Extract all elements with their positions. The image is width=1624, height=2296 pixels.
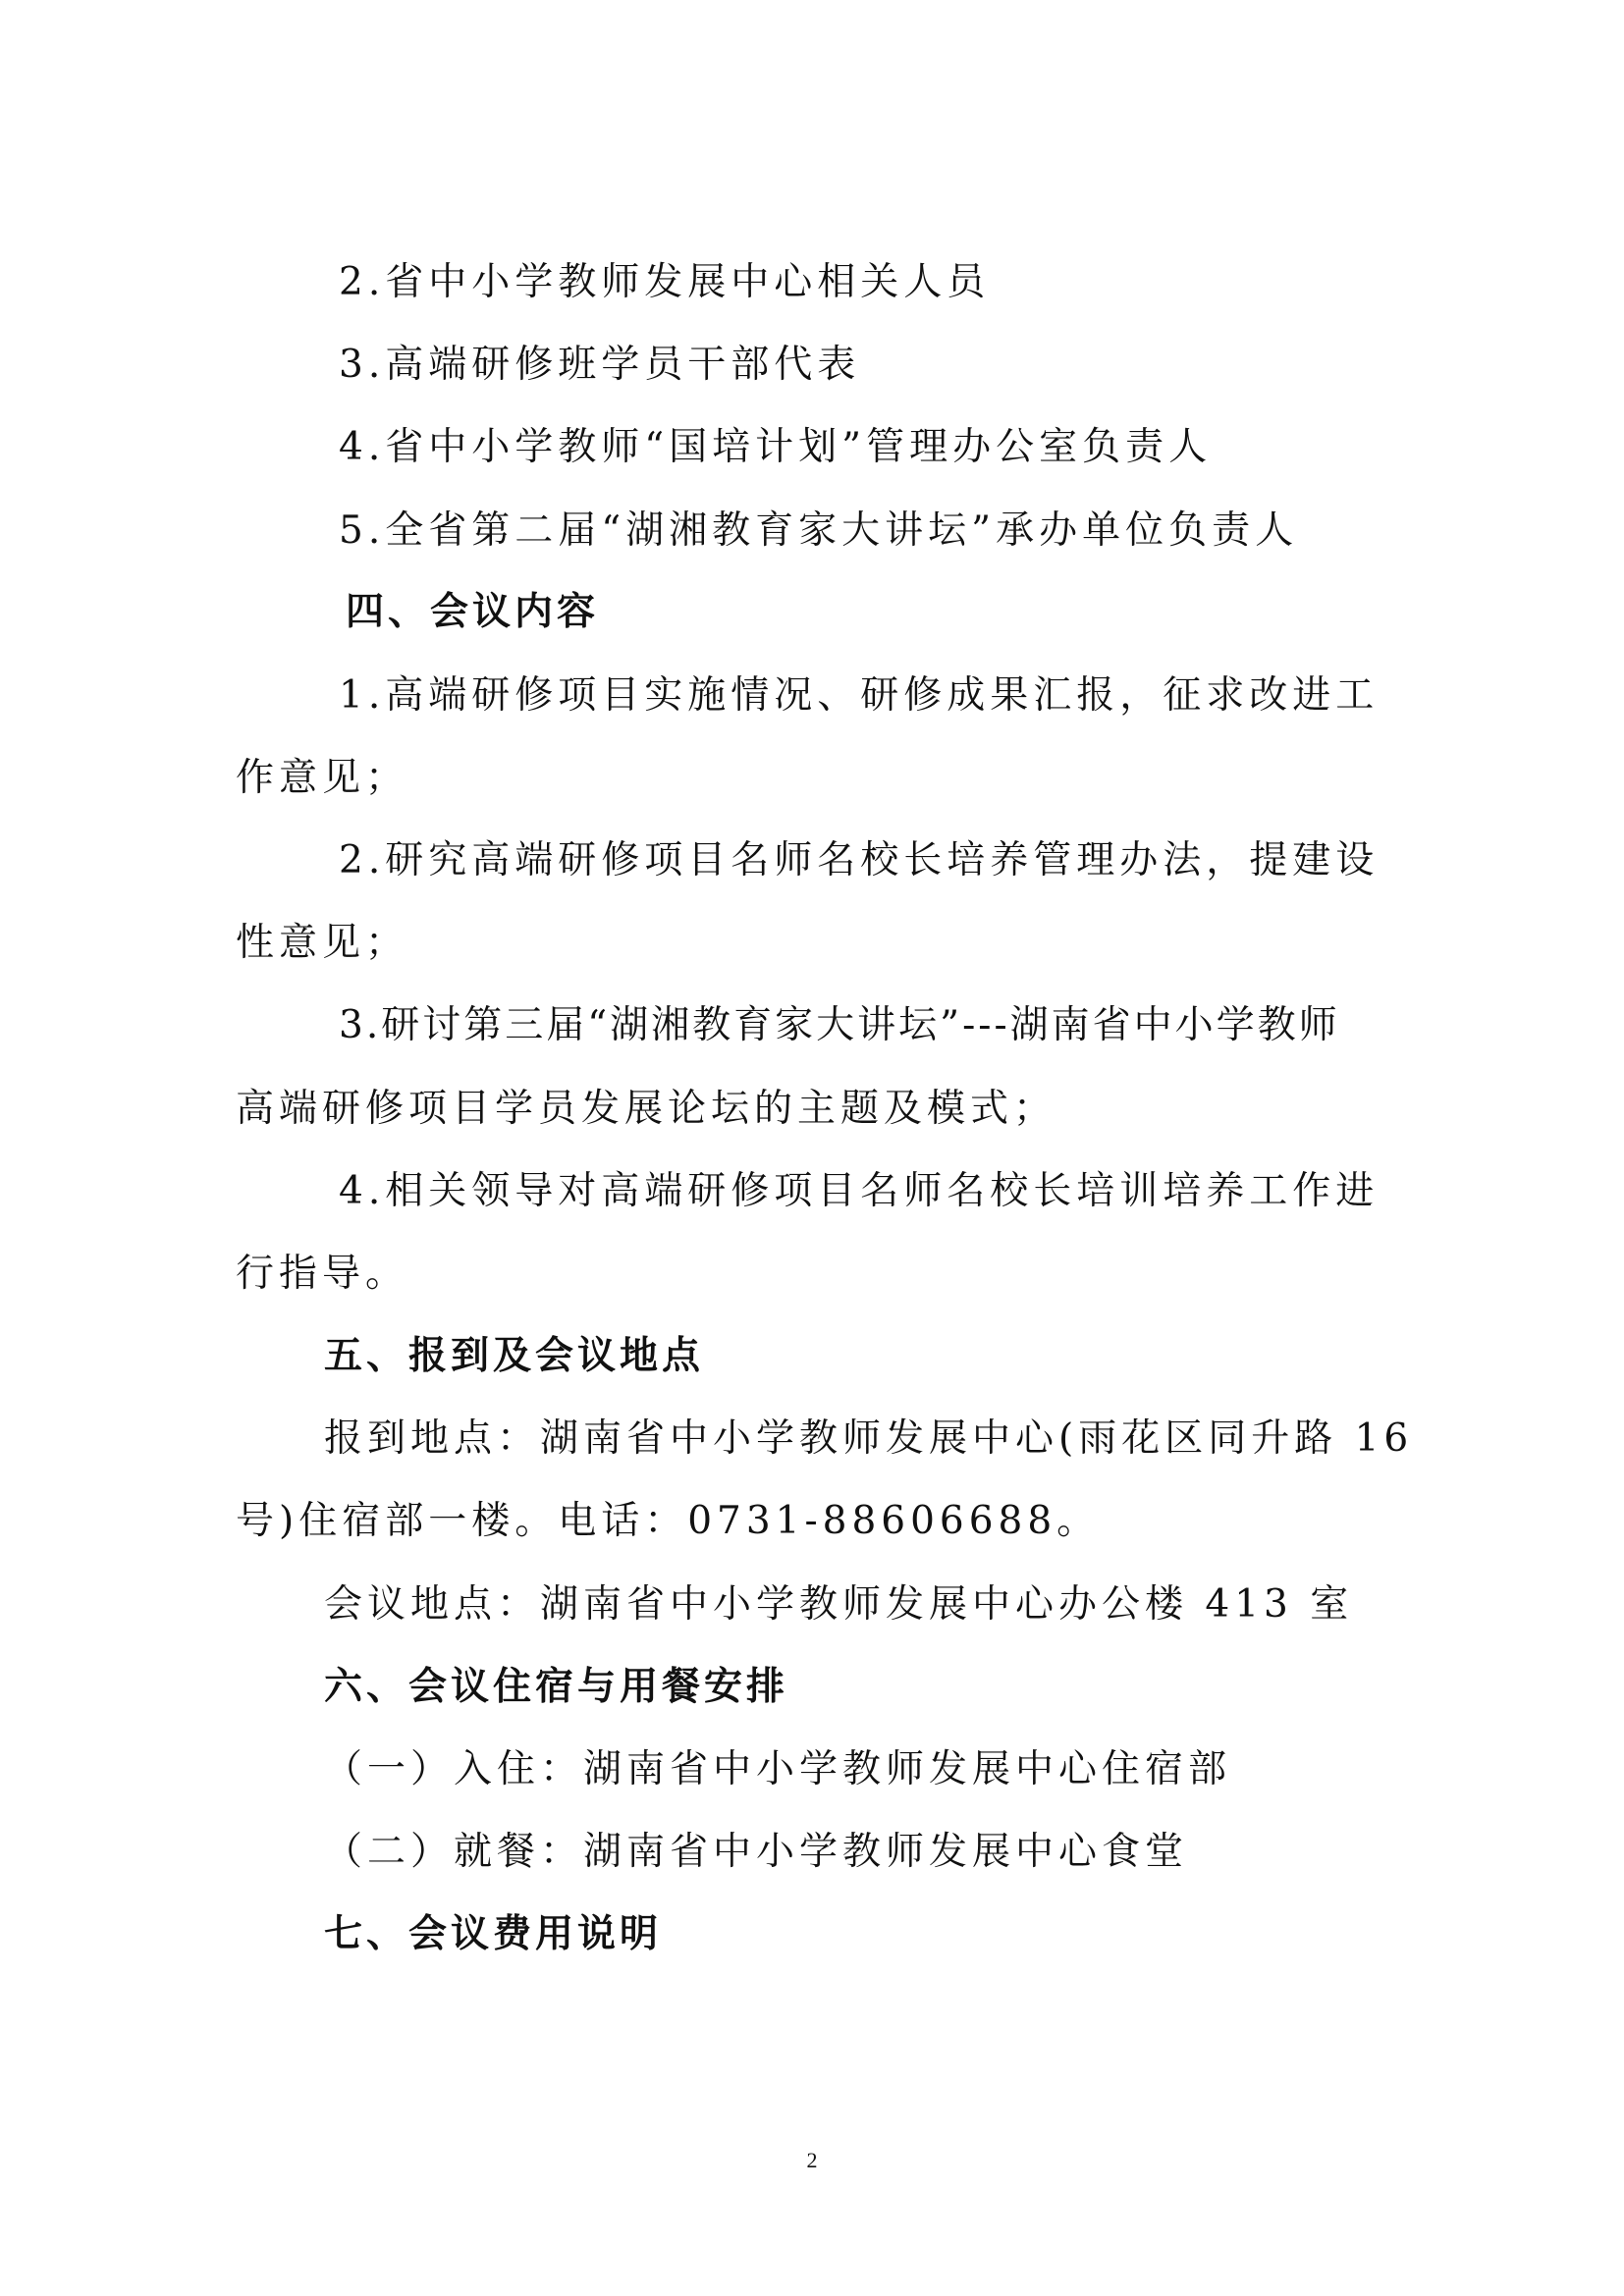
meeting-venue-line: 会议地点：湖南省中小学教师发展中心办公楼 413 室 xyxy=(324,1582,1354,1627)
page-number: 2 xyxy=(806,2148,818,2172)
section-heading-meeting-content: 四、会议内容 xyxy=(346,590,600,634)
content-item-3-line-1: 3.研讨第三届“湖湘教育家大讲坛”---湖南省中小学教师 xyxy=(339,1003,1340,1047)
checkin-location-line-2: 号)住宿部一楼。电话：0731-88606688。 xyxy=(236,1499,1101,1543)
section-heading-lodging-dining: 六、会议住宿与用餐安排 xyxy=(324,1665,789,1709)
dining-line: （二）就餐：湖南省中小学教师发展中心食堂 xyxy=(324,1830,1189,1874)
attendee-line-4: 4.省中小学教师“国培计划”管理办公室负责人 xyxy=(339,425,1213,469)
content-item-1-line-1: 1.高端研修项目实施情况、研修成果汇报，征求改进工 xyxy=(339,673,1380,718)
content-item-3-line-2: 高端研修项目学员发展论坛的主题及模式； xyxy=(236,1087,1057,1131)
section-heading-checkin-venue: 五、报到及会议地点 xyxy=(324,1334,705,1378)
content-item-2-line-2: 性意见； xyxy=(236,921,409,965)
content-item-2-line-1: 2.研究高端研修项目名师名校长培养管理办法，提建设 xyxy=(339,838,1380,882)
section-heading-meeting-costs: 七、会议费用说明 xyxy=(324,1912,663,1956)
content-item-4-line-1: 4.相关领导对高端研修项目名师名校长培训培养工作进 xyxy=(339,1169,1380,1213)
attendee-line-3: 3.高端研修班学员干部代表 xyxy=(339,343,861,387)
attendee-line-5: 5.全省第二届“湖湘教育家大讲坛”承办单位负责人 xyxy=(339,508,1299,553)
content-item-1-line-2: 作意见； xyxy=(236,756,409,800)
checkin-location-line-1: 报到地点：湖南省中小学教师发展中心(雨花区同升路 16 xyxy=(324,1416,1414,1461)
content-item-4-line-2: 行指导。 xyxy=(236,1252,409,1296)
attendee-line-2: 2.省中小学教师发展中心相关人员 xyxy=(339,260,991,304)
lodging-line: （一）入住：湖南省中小学教师发展中心住宿部 xyxy=(324,1747,1232,1791)
